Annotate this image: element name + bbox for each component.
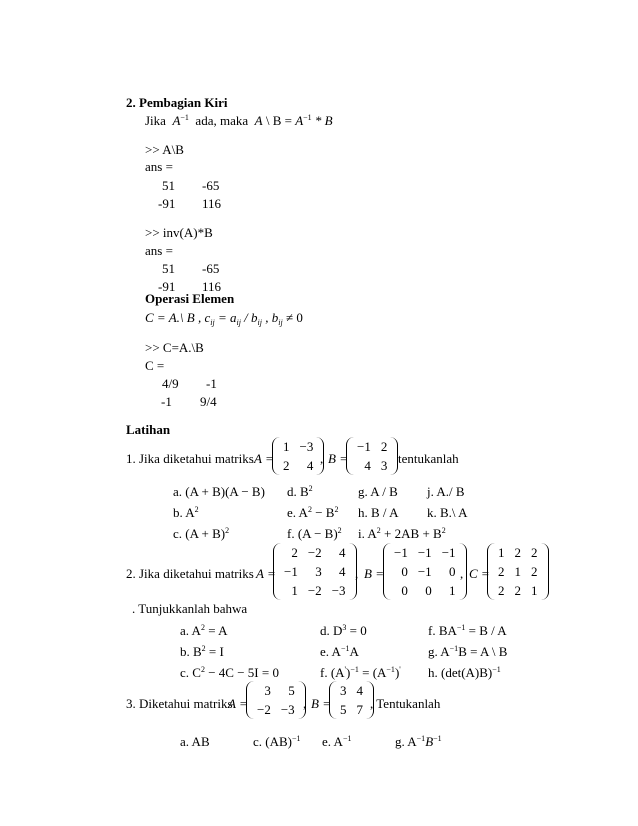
item-text: b. A: [173, 505, 195, 520]
exponent: −1: [342, 734, 352, 743]
ans-cell: -91: [158, 196, 176, 211]
q1-item-c: [173, 527, 229, 540]
matrix-cell: 2: [283, 458, 290, 473]
exponent: −1: [433, 734, 442, 743]
q3-item-a: a. AB: [180, 734, 210, 749]
matrix-q1-a: [272, 437, 324, 475]
eq-b-label: B =: [364, 566, 384, 581]
item-text: e. A: [322, 734, 343, 749]
index-ij: ij: [210, 318, 215, 327]
q2-item-f: [428, 624, 507, 637]
matrix-cell: 1: [283, 439, 290, 454]
matrix-cell: −1: [417, 545, 432, 560]
matrix-cell: 1: [531, 583, 538, 598]
tunjukkanlah-text: . Tunjukkanlah bahwa: [132, 601, 248, 616]
item-text: f. (A: [320, 665, 345, 680]
eq-c-label: C =: [469, 566, 490, 581]
prime: ': [344, 665, 346, 674]
eq-a-label: A =: [228, 696, 248, 711]
ans-cell: 51: [162, 261, 175, 276]
square-exponent: 2: [307, 505, 312, 514]
formula-part: ≠ 0: [282, 310, 303, 325]
ans-cell: -65: [202, 261, 220, 276]
matrix-q2-b: [383, 543, 467, 600]
matrix-cell: 0: [425, 583, 432, 598]
inverse-exponent: −1: [180, 113, 189, 122]
item-text: = A: [204, 623, 228, 638]
matrix-q2-a: [273, 543, 357, 600]
left-parenthesis: [246, 681, 254, 719]
question-2-intro: 2. Jika diketahui matriks: [126, 566, 254, 581]
matrix-cell: 2: [291, 545, 298, 560]
item-text: ): [394, 665, 400, 680]
q1-item-d: [287, 485, 313, 498]
c-cell: -1: [206, 376, 217, 391]
q2-item-d: [320, 624, 367, 637]
item-text: = 0: [346, 623, 367, 638]
left-parenthesis: [273, 543, 281, 600]
c-label: C =: [145, 358, 165, 373]
matrix-cell: −2: [257, 702, 271, 717]
ans-cell: -91: [158, 279, 176, 294]
matrix-cell: 3: [380, 458, 388, 473]
matrix-cell: 4: [339, 545, 346, 560]
q2-item-g: [428, 645, 507, 658]
matrix-cell: 2: [531, 564, 538, 579]
eq-b-label: B =: [311, 696, 331, 711]
matrix-a-var: A: [295, 113, 304, 128]
square-exponent: 2: [337, 526, 342, 535]
command-line-2: >> inv(A)*B: [145, 225, 213, 240]
exponent: −1: [340, 644, 350, 653]
formula-part: C = A.\ B , c: [145, 310, 211, 325]
q2-item-f2: [320, 666, 401, 679]
matrix-cell: 4: [356, 683, 363, 698]
q3-item-c: [253, 735, 301, 748]
index-ij: ij: [278, 318, 283, 327]
matrix-cell: 3: [315, 564, 322, 579]
formula-part: / b: [240, 310, 258, 325]
item-text: ): [346, 665, 351, 680]
square-exponent: 2: [441, 526, 446, 535]
ans-cell: 116: [202, 196, 222, 211]
matrix-cell: 4: [306, 458, 314, 473]
formula-part: = a: [214, 310, 237, 325]
matrix-q3-b: [329, 681, 374, 719]
q1-item-a: a. (A + B)(A − B): [173, 484, 265, 499]
matrix-cell: 2: [498, 583, 505, 598]
matrix-q3-a: [246, 681, 306, 719]
item-text: f. (A − B): [287, 526, 338, 541]
square-exponent: 2: [334, 505, 339, 514]
matrix-cell: 0: [401, 564, 408, 579]
inverse-exponent: −1: [303, 113, 312, 122]
square-exponent: 2: [308, 484, 313, 493]
matrix-cell: −1: [441, 545, 456, 560]
q1-item-k: k. B.\ A: [427, 505, 468, 520]
exponent: 3: [342, 623, 347, 632]
q1-item-e: [287, 506, 338, 519]
star-b-text: * B: [314, 113, 333, 128]
section-heading-latihan: Latihan: [126, 422, 171, 437]
item-text: + 2AB + B: [380, 526, 442, 541]
item-text: h. (det(A)B): [428, 665, 493, 680]
index-ij: ij: [236, 318, 241, 327]
matrix-cell: 1: [291, 583, 298, 598]
item-text: − 4C − 5I = 0: [204, 665, 279, 680]
matrix-cell: −2: [307, 583, 322, 598]
ans-label-1: ans =: [145, 159, 173, 174]
q1-item-g: g. A / B: [358, 484, 398, 499]
question-1-intro: 1. Jika diketahui matriks: [126, 451, 254, 466]
eq-a-label: A =: [256, 566, 276, 581]
element-division-formula: [145, 311, 303, 327]
matrix-cell: −2: [307, 545, 322, 560]
item-text: B: [425, 734, 434, 749]
exponent: −1: [292, 734, 301, 743]
exponent: −1: [449, 644, 459, 653]
item-text: g. A: [395, 734, 417, 749]
matrix-cell: 7: [356, 702, 363, 717]
q2-item-h: [428, 666, 501, 679]
c-cell: 9/4: [200, 394, 217, 409]
square-exponent: 2: [194, 505, 199, 514]
tentukanlah-text: , Tentukanlah: [370, 696, 441, 711]
index-ij: ij: [257, 318, 262, 327]
left-parenthesis: [272, 437, 280, 475]
item-text: c. C: [180, 665, 201, 680]
matrix-cell: 2: [514, 545, 521, 560]
matrix-cell: 2: [380, 439, 388, 454]
right-parenthesis: [541, 543, 549, 600]
matrix-cell: 1: [449, 583, 456, 598]
item-text: i. A: [358, 526, 377, 541]
comma: ,: [320, 451, 324, 466]
eq-b-label: B =: [328, 451, 348, 466]
comma: ,: [460, 566, 464, 581]
ans-cell: 51: [162, 178, 175, 193]
item-text: − B: [311, 505, 335, 520]
item-text: f. BA: [428, 623, 457, 638]
exponent: −1: [492, 665, 501, 674]
left-parenthesis: [346, 437, 354, 475]
item-text: d. B: [287, 484, 309, 499]
item-text: c. (AB): [253, 734, 292, 749]
ans-cell: 116: [202, 279, 222, 294]
jika-text: Jika: [145, 113, 166, 128]
eq-a-label: A =: [254, 451, 274, 466]
matrix-cell: 0: [401, 583, 408, 598]
item-text: A: [349, 644, 359, 659]
exponent: −1: [350, 665, 359, 674]
matrix-cell: 1: [498, 545, 505, 560]
matrix-cell: −1: [417, 564, 432, 579]
matrix-cell: 4: [339, 564, 346, 579]
q1-item-h: h. B / A: [358, 505, 399, 520]
item-text: = B / A: [465, 623, 507, 638]
square-exponent: 2: [376, 526, 381, 535]
matrix-cell: 0: [449, 564, 456, 579]
matrix-cell: 2: [514, 583, 521, 598]
matrix-cell: 2: [498, 564, 505, 579]
matrix-cell: 4: [364, 458, 371, 473]
q2-item-a: [180, 624, 227, 637]
matrix-cell: 1: [514, 564, 521, 579]
matrix-q1-b: [346, 437, 398, 475]
item-text: b. B: [180, 644, 202, 659]
section-heading-pembagian-kiri: 2. Pembagian Kiri: [126, 95, 228, 110]
tentukanlah-text: tentukanlah: [398, 451, 459, 466]
matrix-cell: −1: [284, 564, 298, 579]
left-parenthesis: [487, 543, 495, 600]
item-text: B = A \ B: [458, 644, 508, 659]
matrix-cell: −1: [394, 545, 408, 560]
exponent: −1: [456, 623, 466, 632]
square-exponent: 2: [225, 526, 230, 535]
matrix-a-var: A: [172, 113, 181, 128]
q1-item-f: [287, 527, 342, 540]
exponent: 2: [201, 644, 206, 653]
item-text: a. A: [180, 623, 201, 638]
item-text: c. (A + B): [173, 526, 226, 541]
left-parenthesis: [329, 681, 337, 719]
exponent: −1: [386, 665, 395, 674]
ada-maka-text: ada, maka: [195, 113, 249, 128]
ans-label-2: ans =: [145, 243, 173, 258]
q1-item-i: [358, 527, 446, 540]
formula-part: , b: [262, 310, 279, 325]
c-cell: -1: [161, 394, 172, 409]
comma: ,: [303, 696, 307, 711]
command-line-3: >> C=A.\B: [145, 340, 204, 355]
matrix-cell: −3: [280, 702, 295, 717]
exponent: 2: [200, 665, 205, 674]
c-cell: 4/9: [162, 376, 179, 391]
matrix-cell: 2: [531, 545, 538, 560]
item-text: = I: [205, 644, 224, 659]
q2-item-c: [180, 666, 279, 679]
matrix-cell: 3: [340, 683, 347, 698]
q3-item-g: [395, 735, 442, 748]
backslash-b-text: \ B =: [265, 113, 292, 128]
item-text: e. A: [320, 644, 341, 659]
matrix-cell: 5: [288, 683, 295, 698]
exponent: −1: [416, 734, 426, 743]
item-text: e. A: [287, 505, 308, 520]
q1-item-j: j. A./ B: [427, 484, 465, 499]
matrix-cell: −1: [357, 439, 371, 454]
section-heading-operasi-elemen: Operasi Elemen: [145, 291, 235, 306]
comma: ,: [355, 566, 359, 581]
question-3-intro: 3. Diketahui matriks: [126, 696, 233, 711]
q2-item-e: [320, 645, 359, 658]
item-text: = (A: [358, 665, 387, 680]
matrix-a-var: A: [254, 113, 263, 128]
ans-cell: -65: [202, 178, 220, 193]
matrix-cell: 5: [340, 702, 347, 717]
q1-item-b: [173, 506, 199, 519]
prime: ': [399, 665, 401, 674]
matrix-cell: −3: [299, 439, 314, 454]
matrix-q2-c: [487, 543, 549, 600]
q2-item-b: [180, 645, 224, 658]
left-parenthesis: [383, 543, 391, 600]
exponent: 2: [200, 623, 205, 632]
item-text: d. D: [320, 623, 343, 638]
left-division-definition: [145, 114, 333, 127]
item-text: g. A: [428, 644, 450, 659]
matrix-cell: −3: [331, 583, 346, 598]
q3-item-e: [322, 735, 351, 748]
matrix-cell: 3: [264, 683, 271, 698]
command-line-1: >> A\B: [145, 142, 184, 157]
